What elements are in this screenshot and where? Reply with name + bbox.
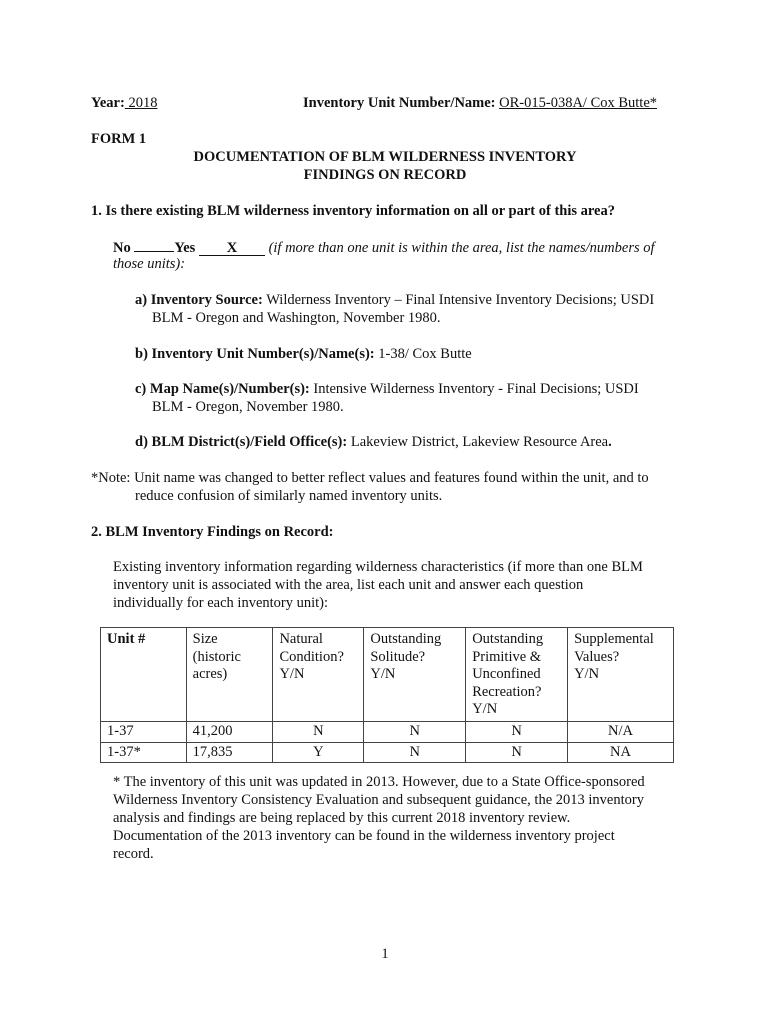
header-primitive-recreation: Outstanding Primitive & Unconfined Recreation? Y/N (466, 628, 568, 722)
cell-natural: N (273, 722, 364, 743)
unit-field (303, 94, 657, 112)
table-row (101, 722, 674, 743)
table-row (101, 742, 674, 763)
note-line2: reduce confusion of similarly named inventory units. (135, 488, 443, 504)
form-label: FORM 1 (91, 131, 147, 147)
item-c-text2: BLM - Oregon, November 1980. (152, 399, 344, 415)
item-a-text2: BLM - Oregon and Washington, November 1980. (152, 310, 441, 326)
cell-solitude: N (364, 742, 466, 763)
question-2: 2. BLM Inventory Findings on Record: (91, 524, 334, 540)
no-label: No (113, 240, 131, 256)
cell-unit: 1-37 (101, 722, 187, 743)
year-field (91, 94, 157, 112)
item-d (135, 433, 612, 451)
q2-intro-line3: individually for each inventory unit): (113, 595, 329, 611)
doc-title-line2: FINDINGS ON RECORD (303, 167, 467, 183)
item-c-text1: Intensive Wilderness Inventory - Final Decisions; USDI (313, 381, 639, 397)
cell-supplemental: N/A (568, 722, 674, 743)
item-a (135, 291, 654, 309)
cell-size: 17,835 (186, 742, 273, 763)
cell-supplemental: NA (568, 742, 674, 763)
instruction-line2: those units): (113, 256, 186, 272)
doc-title-line1: DOCUMENTATION OF BLM WILDERNESS INVENTORY (193, 149, 577, 165)
header-unit: Unit # (101, 628, 187, 722)
q2-intro-line2: inventory unit is associated with the area, list each unit and answer each question (113, 577, 584, 593)
item-d-text: Lakeview District, Lakeview Resource Area (350, 434, 609, 450)
item-b (135, 345, 472, 363)
cell-recreation: N (466, 722, 568, 743)
item-d-label: d) BLM District(s)/Field Office(s): (135, 434, 348, 450)
year-value: 2018 (124, 95, 158, 111)
item-a-label: a) Inventory Source: (135, 292, 263, 308)
item-d-period: . (608, 434, 612, 450)
question-1: 1. Is there existing BLM wilderness inventory information on all or part of this area? (91, 203, 615, 219)
item-c (135, 380, 639, 398)
yes-no-answer (113, 237, 655, 257)
header-natural-condition: Natural Condition? Y/N (273, 628, 364, 722)
yes-label: Yes (174, 240, 196, 256)
item-b-label: b) Inventory Unit Number(s)/Name(s): (135, 346, 375, 362)
header-solitude: Outstanding Solitude? Y/N (364, 628, 466, 722)
footnote-line: analysis and findings are being replaced by this current 2018 inventory review. (113, 810, 571, 826)
note-line1: *Note: Unit name was changed to better reflect values and features found within the unit, and to (91, 470, 649, 486)
item-b-text: 1-38/ Cox Butte (378, 346, 472, 362)
table-header-row (101, 628, 674, 722)
yes-mark: X (199, 241, 265, 256)
q2-intro-line1: Existing inventory information regarding wilderness characteristics (if more than one BLM (113, 559, 643, 575)
header-supplemental-values: Supplemental Values? Y/N (568, 628, 674, 722)
footnote-line: Wilderness Inventory Consistency Evaluation and subsequent guidance, the 2013 inventory (113, 792, 644, 808)
footnote-line: * The inventory of this unit was updated in 2013. However, due to a State Office-sponsored (113, 774, 645, 790)
item-c-label: c) Map Name(s)/Number(s): (135, 381, 310, 397)
footnote (113, 773, 645, 863)
inventory-findings-table (100, 627, 674, 763)
item-a-text1: Wilderness Inventory – Final Intensive Inventory Decisions; USDI (266, 292, 655, 308)
cell-recreation: N (466, 742, 568, 763)
unit-label: Inventory Unit Number/Name: (303, 95, 496, 111)
cell-solitude: N (364, 722, 466, 743)
footnote-line: record. (113, 846, 154, 862)
page-number: 1 (381, 946, 389, 962)
no-blank (134, 237, 174, 252)
instruction-line1: (if more than one unit is within the area, list the names/numbers of (268, 240, 655, 256)
header-size: Size (historic acres) (186, 628, 273, 722)
year-label: Year: (91, 95, 125, 111)
unit-value: OR-015-038A/ Cox Butte* (499, 95, 658, 111)
cell-natural: Y (273, 742, 364, 763)
cell-unit: 1-37* (101, 742, 187, 763)
footnote-line: Documentation of the 2013 inventory can be found in the wilderness inventory project (113, 828, 615, 844)
cell-size: 41,200 (186, 722, 273, 743)
